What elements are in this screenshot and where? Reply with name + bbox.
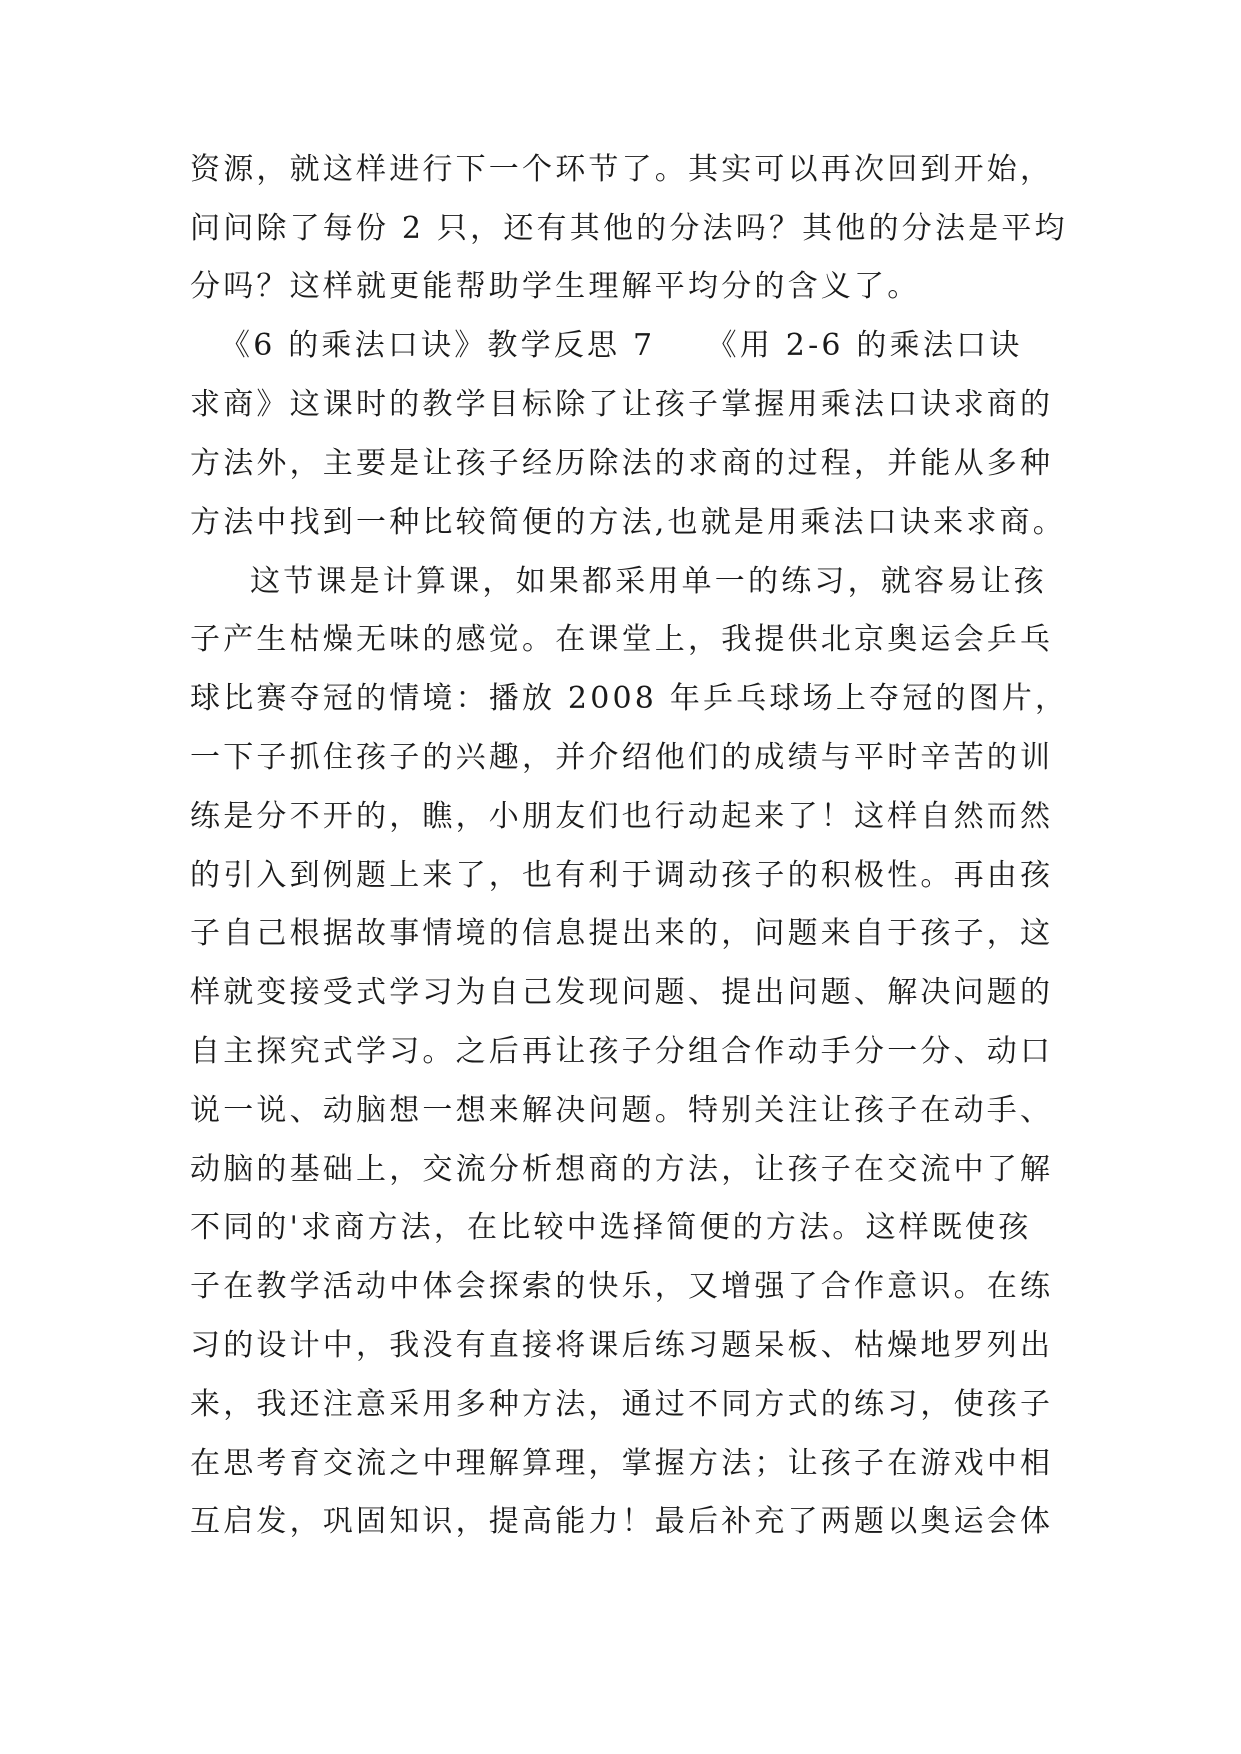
text-line: 自主探究式学习。之后再让孩子分组合作动手分一分、动口 <box>190 1034 1054 1069</box>
text-line: 方法外，主要是让孩子经历除法的求商的过程，并能从多种 <box>190 446 1054 481</box>
text-line: 样就变接受式学习为自己发现问题、提出问题、解决问题的 <box>190 975 1054 1010</box>
text-line: 子自己根据故事情境的信息提出来的，问题来自于孩子，这 <box>190 916 1054 951</box>
text-line: 的引入到例题上来了，也有利于调动孩子的积极性。再由孩 <box>190 858 1054 893</box>
text-line: 在思考育交流之中理解算理，掌握方法；让孩子在游戏中相 <box>190 1446 1054 1481</box>
text-line: 动脑的基础上，交流分析想商的方法，让孩子在交流中了解 <box>190 1152 1054 1187</box>
text-line: 一下子抓住孩子的兴趣，并介绍他们的成绩与平时辛苦的训 <box>190 740 1054 775</box>
text-line: 资源，就这样进行下一个环节了。其实可以再次回到开始， <box>190 152 1054 187</box>
text-line: 子产生枯燥无味的感觉。在课堂上，我提供北京奥运会乒乓 <box>190 622 1054 657</box>
text-line: 子在教学活动中体会探索的快乐，又增强了合作意识。在练 <box>190 1269 1054 1304</box>
text-line: 不同的'求商方法，在比较中选择简便的方法。这样既使孩 <box>190 1210 1032 1245</box>
text-line: 说一说、动脑想一想来解决问题。特别关注让孩子在动手、 <box>190 1093 1054 1128</box>
paragraph-first-line: 这节课是计算课，如果都采用单一的练习，就容易让孩 <box>250 564 1047 599</box>
text-line: 习的设计中，我没有直接将课后练习题呆板、枯燥地罗列出 <box>190 1328 1054 1363</box>
text-line: 分吗？这样就更能帮助学生理解平均分的含义了。 <box>190 269 921 304</box>
text-line: 求商》这课时的教学目标除了让孩子掌握用乘法口诀求商的 <box>190 387 1054 422</box>
text-line: 练是分不开的，瞧，小朋友们也行动起来了！这样自然而然 <box>190 799 1054 834</box>
text-line: 问问除了每份 2 只，还有其他的分法吗？其他的分法是平均 <box>190 211 1068 246</box>
text-line: 球比赛夺冠的情境：播放 2008 年乒乓球场上夺冠的图片， <box>190 681 1069 716</box>
section-heading-line: 《6 的乘法口诀》教学反思 7 《用 2-6 的乘法口诀 <box>220 328 1023 363</box>
text-line: 方法中找到一种比较简便的方法,也就是用乘法口诀来求商。 <box>190 505 1066 540</box>
text-line: 互启发，巩固知识，提高能力！最后补充了两题以奥运会体 <box>190 1504 1054 1539</box>
text-line: 来，我还注意采用多种方法，通过不同方式的练习，使孩子 <box>190 1387 1054 1422</box>
